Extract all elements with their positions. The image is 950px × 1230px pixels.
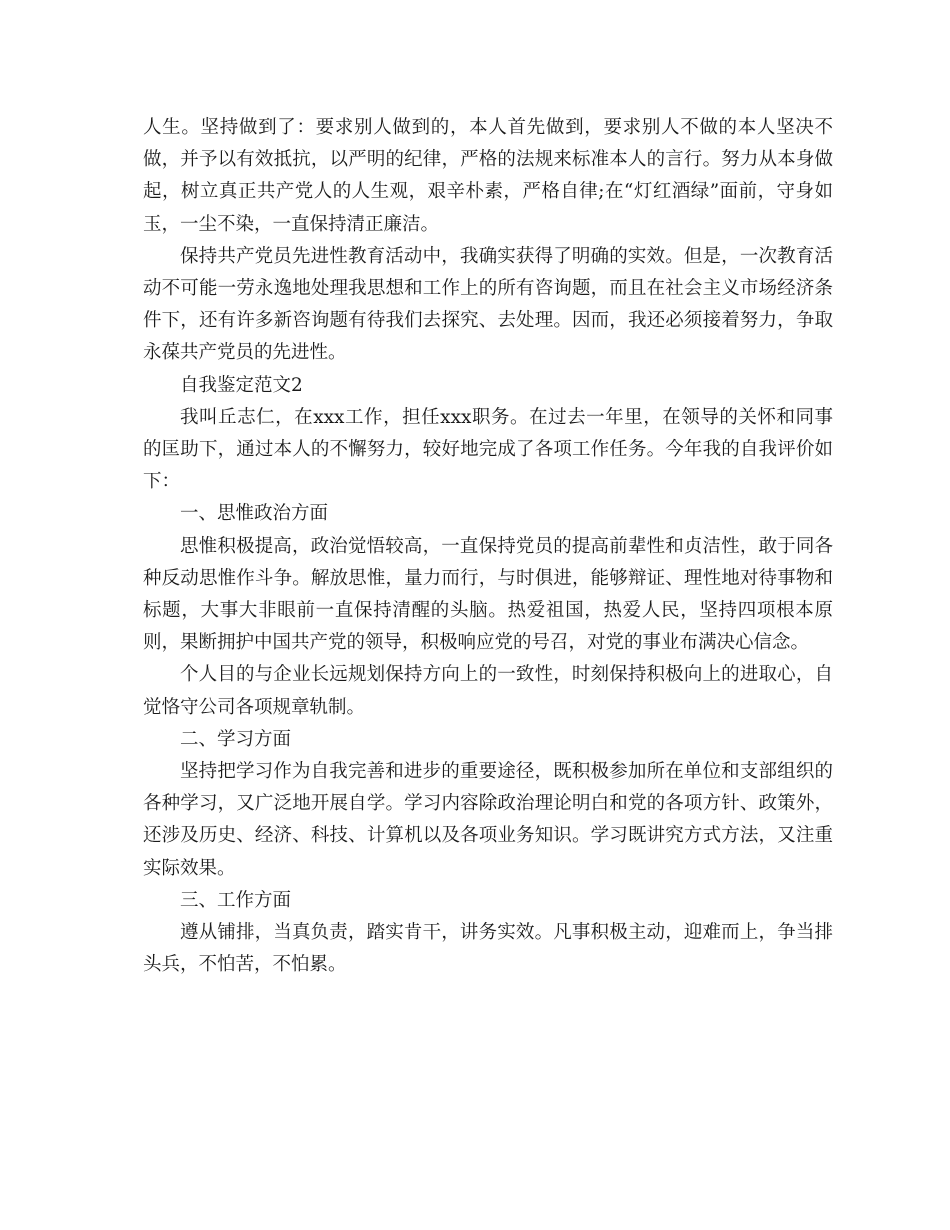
heading-work: 三、工作方面 <box>180 889 292 911</box>
paragraph-1: 人生。坚持做到了：要求别人做到的，本人首先做到，要求别人不做的本人坚决不做，并予以有效抵抗，以严明的纪律，严格的法规来标准本人的言行。努力从本身做起，树立真正共产党人的人生观，艰辛朴素，严格自律;在“灯红酒绿”面前，守身如玉，一尘不染，一直保持清正廉洁。 <box>143 117 833 235</box>
section-title-sample-2: 自我鉴定范文2 <box>180 374 303 396</box>
heading-study: 二、学习方面 <box>180 728 292 750</box>
paragraph-study: 坚持把学习作为自我完善和进步的重要途径，既积极参加所在单位和支部组织的各种学习，又广泛地开展自学。学习内容除政治理论明白和党的各项方针、政策外，还涉及历史、经济、科技、计算机以及各项业务知识。学习既讲究方式方法，又注重实际效果。 <box>143 761 833 879</box>
paragraph-2: 保持共产党员先进性教育活动中，我确实获得了明确的实效。但是，一次教育活动不可能一劳永逸地处理我思想和工作上的所有咨询题，而且在社会主义市场经济条件下，还有许多新咨询题有待我们去探究、去处理。因而，我还必须接着努力，争取永葆共产党员的先进性。 <box>143 245 833 364</box>
paragraph-work: 遵从铺排，当真负责，踏实肯干，讲务实效。凡事积极主动，迎难而上，争当排头兵，不怕苦，不怕累。 <box>143 922 833 976</box>
paragraph-personal-goals: 个人目的与企业长远规划保持方向上的一致性，时刻保持积极向上的进取心，自觉恪守公司各项规章轨制。 <box>143 664 833 718</box>
paragraph-political-thought: 思惟积极提高，政治觉悟较高，一直保持党员的提高前辈性和贞洁性，敢于同各种反动思惟作斗争。解放思惟，量力而行，与时俱进，能够辩证、理性地对待事物和标题，大事大非眼前一直保持清醒的头脑。热爱祖国，热爱人民，坚持四项根本原则，果断拥护中国共产党的领导，积极响应党的号召，对党的事业布满决心信念。 <box>143 535 833 654</box>
document-body <box>143 112 833 981</box>
heading-political-thought: 一、思惟政治方面 <box>180 503 329 525</box>
paragraph-intro: 我叫丘志仁，在xxx工作，担任xxx职务。在过去一年里，在领导的关怀和同事的匡助下，通过本人的不懈努力，较好地完成了各项工作任务。今年我的自我评价如下： <box>143 406 833 493</box>
